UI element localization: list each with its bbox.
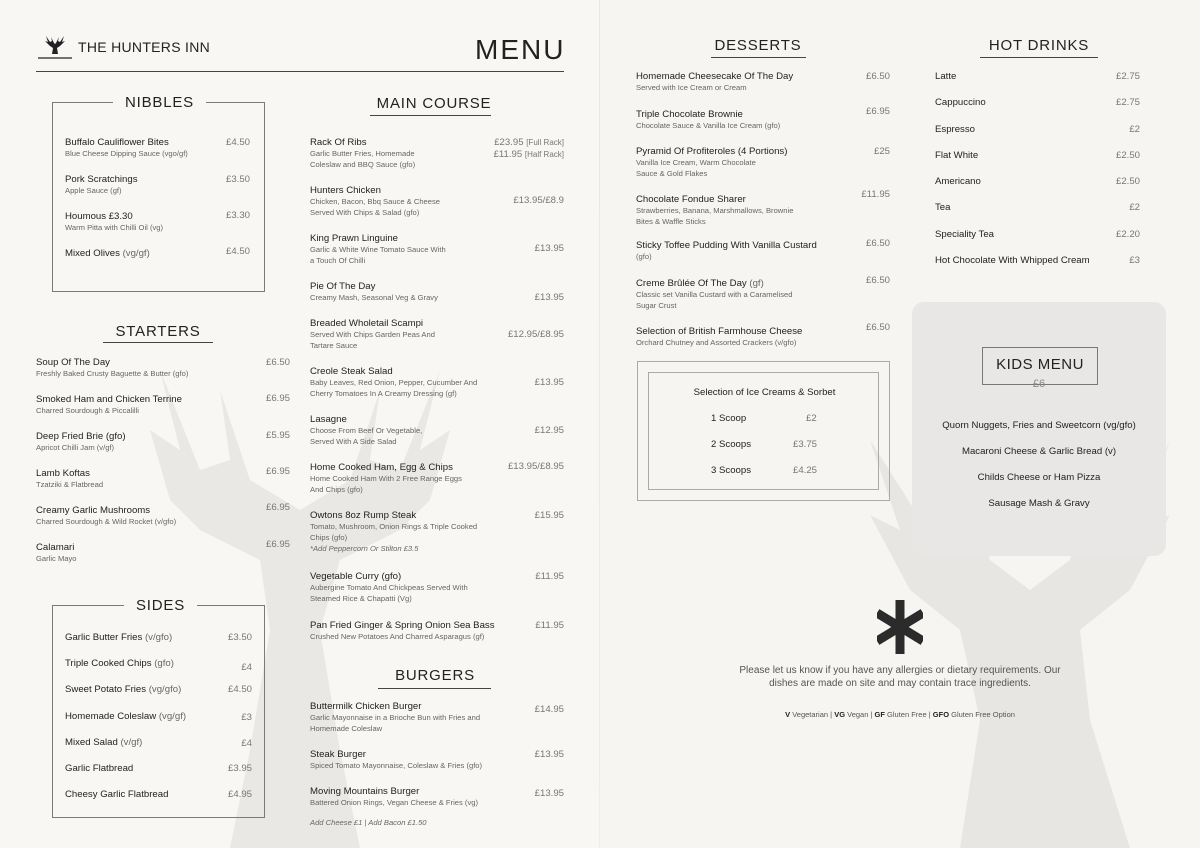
list-item: [636, 109, 780, 132]
brand-name: THE HUNTERS INN: [78, 39, 211, 55]
item-desc: Tartare Sauce: [310, 340, 358, 350]
list-item: [310, 701, 480, 734]
item-name: Owtons 8oz Rump Steak: [310, 510, 417, 521]
item-price: £6.95: [265, 539, 290, 550]
item-desc: Baby Leaves, Red Onion, Pepper, Cucumber And: [310, 378, 478, 387]
item-name-text: Creme Brûlée Of The Day: [636, 278, 747, 289]
item-desc: Blue Cheese Dipping Sauce (vgo/gf): [65, 149, 188, 158]
list-item: [310, 233, 446, 266]
list-item: [36, 505, 176, 528]
item-name: Buttermilk Chicken Burger: [310, 701, 422, 712]
item-name: Rack Of Ribs: [310, 137, 367, 148]
item-name: [65, 248, 150, 260]
item-price: £6.50: [865, 71, 890, 82]
ice-cream-title: Selection of Ice Creams & Sorbet: [693, 387, 836, 398]
item-desc: Crushed New Potatoes And Charred Asparagus (gf): [310, 632, 485, 641]
scoop-price: £3.75: [793, 439, 818, 450]
item-desc: Freshly Baked Crusty Baguette & Butter (gfo): [36, 369, 189, 378]
list-item: [310, 462, 462, 495]
item-desc: Garlic & White Wine Tomato Sauce With: [310, 245, 446, 254]
item-price: £13.95: [534, 788, 564, 799]
item-desc: Tomato, Mushroom, Onion Rings & Triple Cooked: [310, 522, 478, 531]
list-item: [636, 194, 793, 227]
item-name: Breaded Wholetail Scampi: [310, 318, 424, 329]
asterisk-icon: [877, 600, 923, 654]
item-name: Triple Chocolate Brownie: [636, 109, 743, 120]
item-name-text: Mixed Salad: [65, 737, 118, 748]
item-desc: Served with Ice Cream or Cream: [636, 83, 747, 92]
item-name: Moving Mountains Burger: [310, 786, 420, 797]
item-name-text: Sweet Potato Fries: [65, 684, 147, 695]
item-price: £6.95: [265, 393, 290, 404]
list-item: [65, 737, 142, 749]
item-price: £13.95: [534, 749, 564, 760]
price-note: [Full Rack]: [526, 138, 564, 147]
list-item: [935, 229, 994, 241]
item-price: £4.50: [227, 684, 252, 695]
item-tag: (gfo): [154, 658, 174, 669]
list-item: [36, 542, 77, 565]
list-item: [65, 248, 150, 260]
item-desc: Apricot Chilli Jam (v/gf): [36, 443, 115, 452]
item-price: £4: [241, 738, 252, 749]
item-desc: Aubergine Tomato And Chickpeas Served With: [310, 583, 468, 592]
item-name: Flat White: [935, 150, 979, 161]
nibbles-box: [52, 102, 265, 292]
list-item: [935, 97, 986, 109]
item-desc: Home Cooked Ham With 2 Free Range Eggs: [310, 474, 462, 483]
item-price: £2: [1129, 202, 1140, 213]
item-name: Pork Scratchings: [65, 174, 138, 185]
item-name: [65, 737, 142, 749]
item-desc: Apple Sauce (gf): [65, 186, 122, 195]
legend-text: Gluten Free Option: [951, 710, 1015, 719]
item-desc: Served With Chips Garden Peas And: [310, 330, 435, 339]
desserts-title: DESSERTS: [714, 37, 802, 54]
item-price: £2.75: [1115, 97, 1140, 108]
scoop-price: £4.25: [793, 465, 818, 476]
item-tag: (v/gfo): [144, 632, 173, 643]
scoop-label: 3 Scoops: [711, 465, 752, 476]
list-item: [65, 763, 133, 775]
item-price: £11.95: [535, 620, 564, 631]
allergy-notice: [720, 664, 1080, 690]
item-price: £4: [241, 662, 252, 673]
item-price: £11.95: [861, 189, 890, 200]
item-desc: Homemade Coleslaw: [310, 723, 383, 733]
item-name: [65, 711, 186, 723]
item-price: £13.95: [534, 377, 564, 388]
item-name: Deep Fried Brie (gfo): [36, 431, 126, 442]
burgers-note: [310, 817, 427, 828]
item-desc: Creamy Mash, Seasonal Veg & Gravy: [310, 293, 438, 302]
price-note: [Half Rack]: [524, 150, 564, 159]
allergy-line: dishes are made on site and may contain trace ingredients.: [769, 678, 1031, 689]
item-desc: Bites & Waffle Sticks: [636, 216, 706, 226]
stag-head-icon: [38, 34, 72, 60]
item-desc: Vanilla Ice Cream, Warm Chocolate: [636, 158, 756, 167]
item-name: King Prawn Linguine: [310, 233, 399, 244]
item-name: [65, 789, 168, 801]
item-price: £6.95: [265, 466, 290, 477]
ice-cream-box: [637, 361, 890, 501]
item-price: £2.50: [1115, 176, 1140, 187]
item-desc: Cherry Tomatoes In A Creamy Dressing (gf): [310, 388, 457, 398]
sides-title: SIDES: [124, 597, 197, 614]
item-desc: Battered Onion Rings, Vegan Cheese & Fries (vg): [310, 798, 478, 807]
item-price: £3.95: [227, 763, 252, 774]
item-price: £3.30: [225, 210, 250, 221]
item-name: Soup Of The Day: [36, 357, 110, 368]
item-price: £6.50: [865, 275, 890, 286]
item-tag: (gf): [749, 278, 764, 289]
item-desc: Chocolate Sauce & Vanilla Ice Cream (gfo): [636, 121, 781, 130]
list-item: [310, 510, 477, 554]
item-name: [65, 684, 181, 696]
item-name: Smoked Ham and Chicken Terrine: [36, 394, 182, 405]
kids-menu-title: KIDS MENU: [996, 356, 1084, 373]
item-desc: Orchard Chutney and Assorted Crackers (v/gfo): [636, 338, 797, 347]
list-item: [65, 211, 163, 234]
item-price: £13.95: [534, 243, 564, 254]
item-price: £13.95/£8.9: [513, 195, 564, 206]
item-name-text: Triple Cooked Chips: [65, 658, 152, 669]
legend-code: V: [785, 710, 791, 719]
desserts-underline: [711, 57, 806, 58]
item-desc: Chips (gfo): [310, 532, 348, 542]
list-item: [310, 281, 438, 304]
list-item: [310, 366, 477, 399]
item-price: £3: [241, 712, 252, 723]
header-divider: [36, 71, 564, 72]
item-name: Hunters Chicken: [310, 185, 381, 196]
item-desc: (gfo): [636, 252, 652, 261]
item-desc: Charred Sourdough & Piccalilli: [36, 406, 139, 415]
list-item: [36, 357, 188, 380]
item-price: £12.95: [534, 425, 564, 436]
item-price: £11.95: [535, 571, 564, 582]
item-name: Pan Fried Ginger & Spring Onion Sea Bass: [310, 620, 495, 631]
item-desc: Warm Pitta with Chilli Oil (vg): [65, 223, 164, 232]
item-desc: Served With Chips & Salad (gfo): [310, 207, 420, 217]
item-price: £2.75: [1115, 71, 1140, 82]
item-price: £13.95/£8.95: [507, 461, 564, 472]
list-item: [65, 658, 174, 670]
list-item: [65, 174, 138, 197]
main-course-underline: [370, 115, 491, 116]
item-desc: Spiced Tomato Mayonnaise, Coleslaw & Fries (gfo): [310, 761, 483, 770]
starters-underline: [103, 342, 213, 343]
item-price: £25: [873, 146, 890, 157]
legend-code: VG: [834, 710, 846, 719]
item-name: [65, 632, 172, 644]
ice-cream-row: [711, 465, 821, 476]
item-name-text: Garlic Flatbread: [65, 763, 134, 774]
item-desc: Coleslaw and BBQ Sauce (gfo): [310, 159, 416, 169]
item-name-text: Mixed Olives: [65, 248, 120, 259]
item-desc: a Touch Of Chilli: [310, 255, 366, 265]
item-tag: (vg/gf): [158, 711, 187, 722]
item-note: *Add Peppercorn Or Stilton £3.5: [310, 544, 419, 553]
item-name: Selection of British Farmhouse Cheese: [636, 326, 803, 337]
list-item: [36, 431, 126, 454]
item-name: Sticky Toffee Pudding With Vanilla Custard: [636, 240, 817, 251]
hot-drinks-title: HOT DRINKS: [988, 37, 1090, 54]
list-item: Quorn Nuggets, Fries and Sweetcorn (vg/gfo): [942, 420, 1136, 431]
item-name: [65, 763, 133, 775]
list-item: [36, 394, 182, 417]
nibbles-title: NIBBLES: [113, 94, 206, 111]
item-name: Cappuccino: [935, 97, 986, 108]
item-name: Pyramid Of Profiteroles (4 Portions): [636, 146, 788, 157]
list-item: [65, 789, 168, 801]
list-item: [935, 202, 950, 214]
kids-menu-price: £6: [1032, 378, 1046, 390]
list-item: [310, 137, 415, 170]
item-name: Homemade Cheesecake Of The Day: [636, 71, 794, 82]
item-name: Creamy Garlic Mushrooms: [36, 505, 151, 516]
list-item: [935, 71, 956, 83]
item-name: [65, 658, 174, 670]
item-desc: Garlic Butter Fries, Homemade: [310, 149, 415, 158]
legend-code: GFO: [932, 710, 950, 719]
ice-cream-row: [711, 439, 821, 450]
item-price: £3.50: [225, 174, 250, 185]
list-item: [636, 326, 802, 349]
item-price: £2.20: [1115, 229, 1140, 240]
legend-text: Vegetarian: [792, 710, 829, 719]
item-price: £2: [1129, 124, 1140, 135]
item-desc: Sauce & Gold Flakes: [636, 168, 708, 178]
list-item: [935, 124, 975, 136]
item-desc: Tzatziki & Flatbread: [36, 480, 104, 489]
item-name-text: Cheesy Garlic Flatbread: [65, 789, 169, 800]
item-price: £15.95: [534, 510, 564, 521]
item-name: Hot Chocolate With Whipped Cream: [935, 255, 1090, 266]
list-item: [310, 786, 478, 809]
list-item: [65, 711, 186, 723]
item-desc: Classic set Vanilla Custard with a Caramelised: [636, 290, 793, 299]
legend-text: Gluten Free: [887, 710, 927, 719]
item-price: £5.95: [265, 430, 290, 441]
item-name: Home Cooked Ham, Egg & Chips: [310, 462, 453, 473]
list-item: [935, 150, 978, 162]
list-item: Sausage Mash & Gravy: [988, 498, 1090, 509]
dietary-legend: V Vegetarian | VG Vegan | GF Gluten Free | GFO Gluten Free Option: [785, 710, 1015, 719]
list-item: [310, 185, 440, 218]
item-name: Buffalo Cauliflower Bites: [65, 137, 169, 148]
list-item: Macaroni Cheese & Garlic Bread (v): [961, 446, 1117, 457]
item-desc: Choose From Beef Or Vegetable,: [310, 426, 423, 435]
ice-cream-row: [711, 413, 821, 424]
starters-title: STARTERS: [115, 323, 201, 340]
item-note: Add Cheese £1 | Add Bacon £1.50: [310, 818, 427, 827]
item-tag: (v/gf): [120, 737, 143, 748]
item-desc: Garlic Mayo: [36, 554, 77, 563]
list-item: Childs Cheese or Ham Pizza: [977, 472, 1101, 483]
list-item: [65, 632, 172, 644]
item-price: £6.50: [265, 357, 290, 368]
item-name-text: Garlic Butter Fries: [65, 632, 143, 643]
item-price: £3: [1129, 255, 1140, 266]
scoop-label: 1 Scoop: [711, 413, 747, 424]
item-name-text: Homemade Coleslaw: [65, 711, 157, 722]
item-name: Vegetable Curry (gfo): [310, 571, 402, 582]
price-half: £11.95: [493, 149, 523, 160]
item-name: Espresso: [935, 124, 975, 135]
scoop-label: 2 Scoops: [711, 439, 752, 450]
item-desc: Charred Sourdough & Wild Rocket (v/gfo): [36, 517, 177, 526]
item-price: £6.50: [865, 322, 890, 333]
allergy-line: Please let us know if you have any allergies or dietary requirements. Our: [739, 665, 1061, 676]
list-item: [310, 414, 422, 447]
list-item: [36, 468, 103, 491]
item-price: £6.95: [865, 106, 890, 117]
brand-logo: [38, 34, 210, 60]
item-price: £4.50: [225, 246, 250, 257]
list-item: [935, 255, 1090, 267]
item-name: [636, 278, 792, 290]
list-item: [636, 278, 792, 311]
right-page: [600, 0, 1200, 848]
item-price: £3.50: [227, 632, 252, 643]
list-item: [636, 146, 787, 179]
list-item: [310, 571, 468, 604]
item-name: Tea: [935, 202, 951, 213]
item-name: Calamari: [36, 542, 75, 553]
item-price: £6.50: [865, 238, 890, 249]
legend-code: GF: [874, 710, 885, 719]
legend-text: Vegan: [847, 710, 869, 719]
item-desc: Steamed Rice & Chapatti (Vg): [310, 593, 412, 603]
item-tag: (vg/gf): [122, 248, 150, 259]
burgers-underline: [378, 688, 491, 689]
item-price: £13.95: [534, 292, 564, 303]
page-title: MENU: [475, 34, 566, 65]
item-name: Lamb Koftas: [36, 468, 90, 479]
item-name: Speciality Tea: [935, 229, 995, 240]
item-price: £4.50: [225, 137, 250, 148]
ice-cream-inner-box: [648, 372, 879, 490]
item-price: £12.95/£8.95: [507, 329, 564, 340]
item-name: Creole Steak Salad: [310, 366, 393, 377]
item-name: Pie Of The Day: [310, 281, 376, 292]
item-price: £4.95: [227, 789, 252, 800]
burgers-title: BURGERS: [395, 667, 475, 684]
item-name: Lasagne: [310, 414, 347, 425]
item-name: Americano: [935, 176, 981, 187]
list-item: [636, 240, 817, 263]
item-price: [450, 137, 564, 161]
kids-menu-panel: [912, 302, 1166, 556]
list-item: [310, 749, 482, 772]
item-desc: And Chips (gfo): [310, 484, 363, 494]
item-price: £2.50: [1115, 150, 1140, 161]
item-name: Houmous £3.30: [65, 211, 133, 222]
item-desc: Strawberries, Banana, Marshmallows, Brownie: [636, 206, 794, 215]
item-price: £14.95: [534, 704, 564, 715]
item-tag: (vg/gfo): [148, 684, 182, 695]
item-desc: Sugar Crust: [636, 300, 677, 310]
hot-drinks-underline: [980, 57, 1098, 58]
list-item: [636, 71, 793, 94]
list-item: [310, 620, 495, 643]
item-name: Chocolate Fondue Sharer: [636, 194, 746, 205]
item-desc: Served With A Side Salad: [310, 436, 397, 446]
item-desc: Chicken, Bacon, Bbq Sauce & Cheese: [310, 197, 441, 206]
list-item: [310, 318, 435, 351]
price-full: £23.95: [494, 137, 524, 148]
list-item: [65, 137, 188, 160]
item-name: Steak Burger: [310, 749, 366, 760]
list-item: [65, 684, 181, 696]
main-course-title: MAIN COURSE: [376, 95, 492, 112]
scoop-price: £2: [806, 413, 817, 424]
item-price: £6.95: [265, 502, 290, 513]
item-desc: Garlic Mayonnaise in a Brioche Bun with Fries and: [310, 713, 481, 722]
list-item: [935, 176, 981, 188]
item-name: Latte: [935, 71, 957, 82]
